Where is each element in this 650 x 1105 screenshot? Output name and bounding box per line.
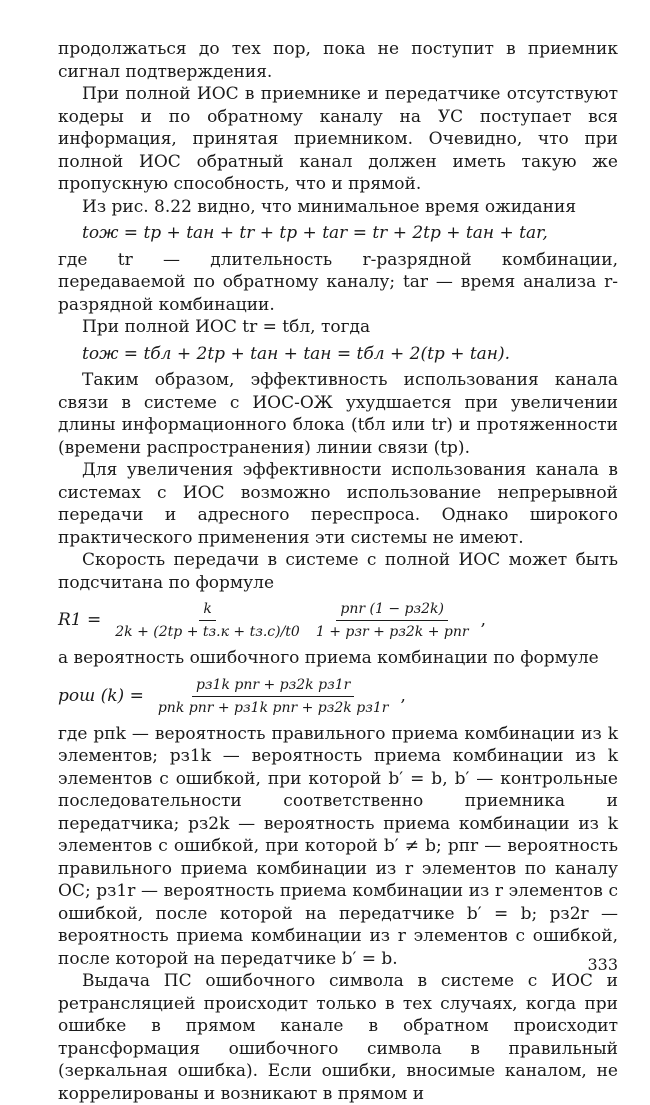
formula-rate-frac2-denominator: 1 + pзr + pз2k + pпr	[315, 624, 469, 640]
formula-error-fraction	[154, 676, 393, 717]
paragraph-where-tr: где tr — длительность r-разрядной комбинации, передаваемой по обратному каналу; tаr — время анализа r-разрядной комбинации.	[58, 249, 618, 315]
formula-rate-fraction-2	[312, 600, 473, 641]
formula-error-comma: ,	[400, 685, 406, 706]
paragraph-definitions: где pпk — вероятность правильного приема комбинации из k элементов; pз1k — вероятность приема комбинации из k элементов с ошибкой, при которой b′ = b, b′ — контрольные последовательности соответственно приемника и передатчика; pз2k — вероятность приема комбинации из k элементов с ошибкой, при которой b′ ≠ b; pпr — вероятность правильного приема комбинации из r элементов по каналу ОС; pз1r — вероятность приема комбинации из r элементов с ошибкой, после которой на передатчике b′ = b; pз2r — вероятность приема комбинации из r элементов с ошибкой, после которой на передатчике b′ = b.	[58, 723, 618, 969]
formula-rate-frac1-denominator: 2k + (2tр + tз.к + tз.с)/t0	[115, 624, 300, 640]
formula-error-lhs: pош (k) =	[58, 685, 144, 706]
paragraph-error-probability-intro: а вероятность ошибочного приема комбинации по формуле	[58, 648, 599, 668]
formula-rate-fraction-1	[111, 600, 304, 641]
paragraph-fig-ref: Из рис. 8.22 видно, что минимальное время ожидания	[82, 196, 577, 217]
paragraph-continuation: продолжаться до тех пор, пока не поступит в приемник сигнал подтверждения.	[58, 39, 618, 82]
formula-transmission-rate	[58, 600, 618, 641]
page-body	[58, 38, 618, 1105]
page-number: 333	[587, 955, 618, 974]
paragraph-speed-formula-intro: Скорость передачи в системе с полной ИОС может быть подсчитана по формуле	[58, 550, 618, 593]
formula-error-denominator: pпk pпr + pз1k pпr + pз2k pз1r	[157, 699, 389, 716]
paragraph-efficiency: Таким образом, эффективность использования канала связи в системе с ИОС-ОЖ ухудшается при увеличении длины информационного блока (tбл или tr) и протяженности (времени распространения) линии связи (tр).	[58, 370, 618, 458]
paragraph-retranslation: Выдача ПС ошибочного символа в системе с ИОС и ретрансляцией происходит только в тех случаях, когда при ошибке в прямом канале в обратном происходит трансформация ошибочного символа в правильный (зеркальная ошибка). Если ошибки, вносимые каналом, не коррелированы и возникают в прямом и	[58, 971, 618, 1104]
paragraph-full-ios: При полной ИОС в приемнике и передатчике отсутствуют кодеры и по обратному каналу на УС поступает вся информация, принятая приемником. Очевидно, что при полной ИОС обратный канал должен иметь такую же пропускную способность, что и прямой.	[58, 84, 618, 194]
formula-error-probability	[58, 676, 618, 717]
formula-rate-frac2-numerator: pпr (1 − pз2k)	[336, 600, 448, 621]
equation-wait-time: tож = tр + tан + tr + tр + tаr = tr + 2tр + tан + tаr,	[82, 223, 548, 243]
paragraph-full-ios-tr: При полной ИОС tr = tбл, тогда	[82, 317, 371, 337]
equation-wait-time-full: tож = tбл + 2tр + tан + tан = tбл + 2(tр + tан).	[82, 343, 511, 364]
formula-rate-frac1-numerator: k	[199, 600, 215, 621]
formula-rate-comma: ,	[480, 610, 486, 631]
formula-rate-lhs: R1 =	[58, 610, 102, 631]
formula-error-numerator: pз1k pпr + pз2k pз1r	[192, 676, 354, 697]
paragraph-continuous-transmission: Для увеличения эффективности использования канала в системах с ИОС возможно использование непрерывной передачи и адресного переспроса. Однако широкого практического применения эти системы не имеют.	[58, 460, 618, 548]
